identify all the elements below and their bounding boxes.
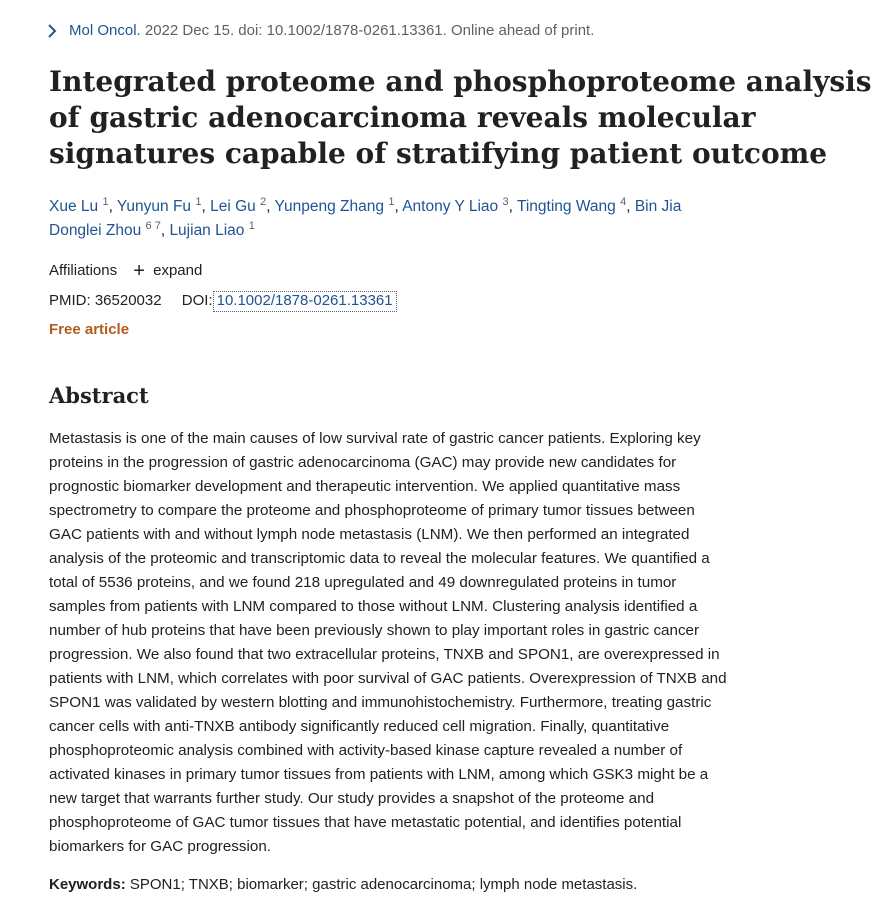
abstract-line: phosphoproteome of GAC tumor tissues that have metastatic potential, and identifies potential <box>49 814 682 831</box>
abstract-body <box>49 427 727 859</box>
affiliations-toggle[interactable] <box>49 261 202 281</box>
author-link[interactable]: Lujian Liao <box>169 222 245 239</box>
journal-link[interactable]: Mol Oncol. <box>69 22 141 39</box>
plus-icon[interactable]: + <box>133 260 145 282</box>
abstract-line: analysis of the proteomic and transcriptomic data to reveal the molecular features. We quantified a <box>49 550 710 567</box>
author-link[interactable]: Lei Gu <box>210 198 256 215</box>
free-article-badge: Free article <box>49 321 130 338</box>
abstract-line: total of 5536 proteins, and we found 218 upregulated and 49 downregulated proteins in tumor <box>49 574 677 591</box>
author-list <box>49 195 681 243</box>
abstract-line: Metastasis is one of the main causes of low survival rate of gastric cancer patients. Exploring key <box>49 430 701 447</box>
abstract-line: prognostic biomarker development and therapeutic intervention. We applied quantitative mass <box>49 478 681 495</box>
author-affiliation-ref[interactable]: 1 <box>248 220 255 232</box>
abstract-line: patients with LNM, which correlates with poor survival of GAC patients. Overexpression of TNXB and <box>49 670 727 687</box>
author-link[interactable]: Donglei Zhou <box>49 222 142 239</box>
abstract-line: proteins in the progression of gastric adenocarcinoma (GAC) may provide new candidates for <box>49 454 677 471</box>
abstract-line: new target that warrants further study. Our study provides a snapshot of the proteome and <box>49 790 655 807</box>
author-link[interactable]: Yunyun Fu <box>116 198 192 215</box>
keywords <box>49 875 637 895</box>
citation-details: 2022 Dec 15. doi: 10.1002/1878-0261.13361. Online ahead of print. <box>144 22 595 39</box>
keywords-label: Keywords: <box>49 876 126 893</box>
abstract-line: progression. We also found that two extracellular proteins, TNXB and SPON1, are overexpressed in <box>49 646 720 663</box>
abstract-heading: Abstract <box>49 383 149 408</box>
author-line-2: Donglei Zhou $^{6 7}$, Lujian Liao $^1$ <box>49 220 255 239</box>
author-link[interactable]: Xue Lu <box>49 198 99 215</box>
title-line: signatures capable of stratifying patient outcome <box>49 137 828 170</box>
author-affiliation-ref[interactable]: 2 <box>260 196 267 208</box>
author-link[interactable]: Yunpeng Zhang <box>274 198 385 215</box>
title-line: of gastric adenocarcinoma reveals molecular <box>49 101 756 134</box>
abstract-line: SPON1 was validated by western blotting and immunohistochemistry. Furthermore, treating gastric <box>49 694 712 711</box>
title-line: Integrated proteome and phosphoproteome analysis <box>49 65 872 98</box>
doi-label: DOI: <box>181 292 213 309</box>
author-affiliation-ref[interactable]: 1 <box>195 196 202 208</box>
author-affiliation-ref[interactable]: 6 7 <box>145 220 161 232</box>
abstract-line: number of hub proteins that have been previously shown to play important roles in gastric cancer <box>49 622 700 639</box>
author-line-1: Xue Lu $^1$, Yunyun Fu $^1$, Lei Gu $^2$, Yunpeng Zhang $^1$, Antony Y Liao $^3$, Tingting Wang $^4$, Bin Jia <box>49 196 682 215</box>
keywords-text: SPON1; TNXB; biomarker; gastric adenocarcinoma; lymph node metastasis. <box>129 876 638 893</box>
abstract-line: samples from patients with LNM compared to those without LNM. Clustering analysis identified a <box>49 598 698 615</box>
identifiers <box>49 291 397 311</box>
abstract-line: cancer cells with anti-TNXB antibody significantly reduced cell migration. Finally, quantitative <box>49 718 670 735</box>
author-link[interactable]: Antony Y Liao <box>402 198 499 215</box>
abstract-line: spectrometry to compare the proteome and phosphoproteome of primary tumor tissues between <box>49 502 695 519</box>
doi-link[interactable]: 10.1002/1878-0261.13361 <box>213 291 397 312</box>
affiliations-label: Affiliations <box>49 262 118 279</box>
author-affiliation-ref[interactable]: 1 <box>102 196 109 208</box>
pmid-value: 36520032 <box>94 292 162 309</box>
author-link[interactable]: Bin Jia <box>634 198 682 215</box>
pmid-label: PMID: <box>49 292 91 309</box>
abstract-line: phosphoproteomic analysis combined with activity-based kinase capture revealed a number of <box>49 742 683 759</box>
author-affiliation-ref[interactable]: 3 <box>502 196 509 208</box>
author-affiliation-ref[interactable]: 1 <box>388 196 395 208</box>
abstract-line: GAC patients with and without lymph node metastasis (LNM). We then performed an integrated <box>49 526 690 543</box>
citation-line <box>49 21 594 41</box>
article-title <box>49 64 872 172</box>
chevron-right-icon[interactable] <box>45 23 59 39</box>
author-affiliation-ref[interactable]: 4 <box>620 196 627 208</box>
abstract-line: activated kinases in primary tumor tissues from patients with LNM, among which GSK3 might be a <box>49 766 709 783</box>
expand-link[interactable]: expand <box>153 262 203 279</box>
author-link[interactable]: Tingting Wang <box>516 198 616 215</box>
abstract-line: biomarkers for GAC progression. <box>49 838 271 855</box>
